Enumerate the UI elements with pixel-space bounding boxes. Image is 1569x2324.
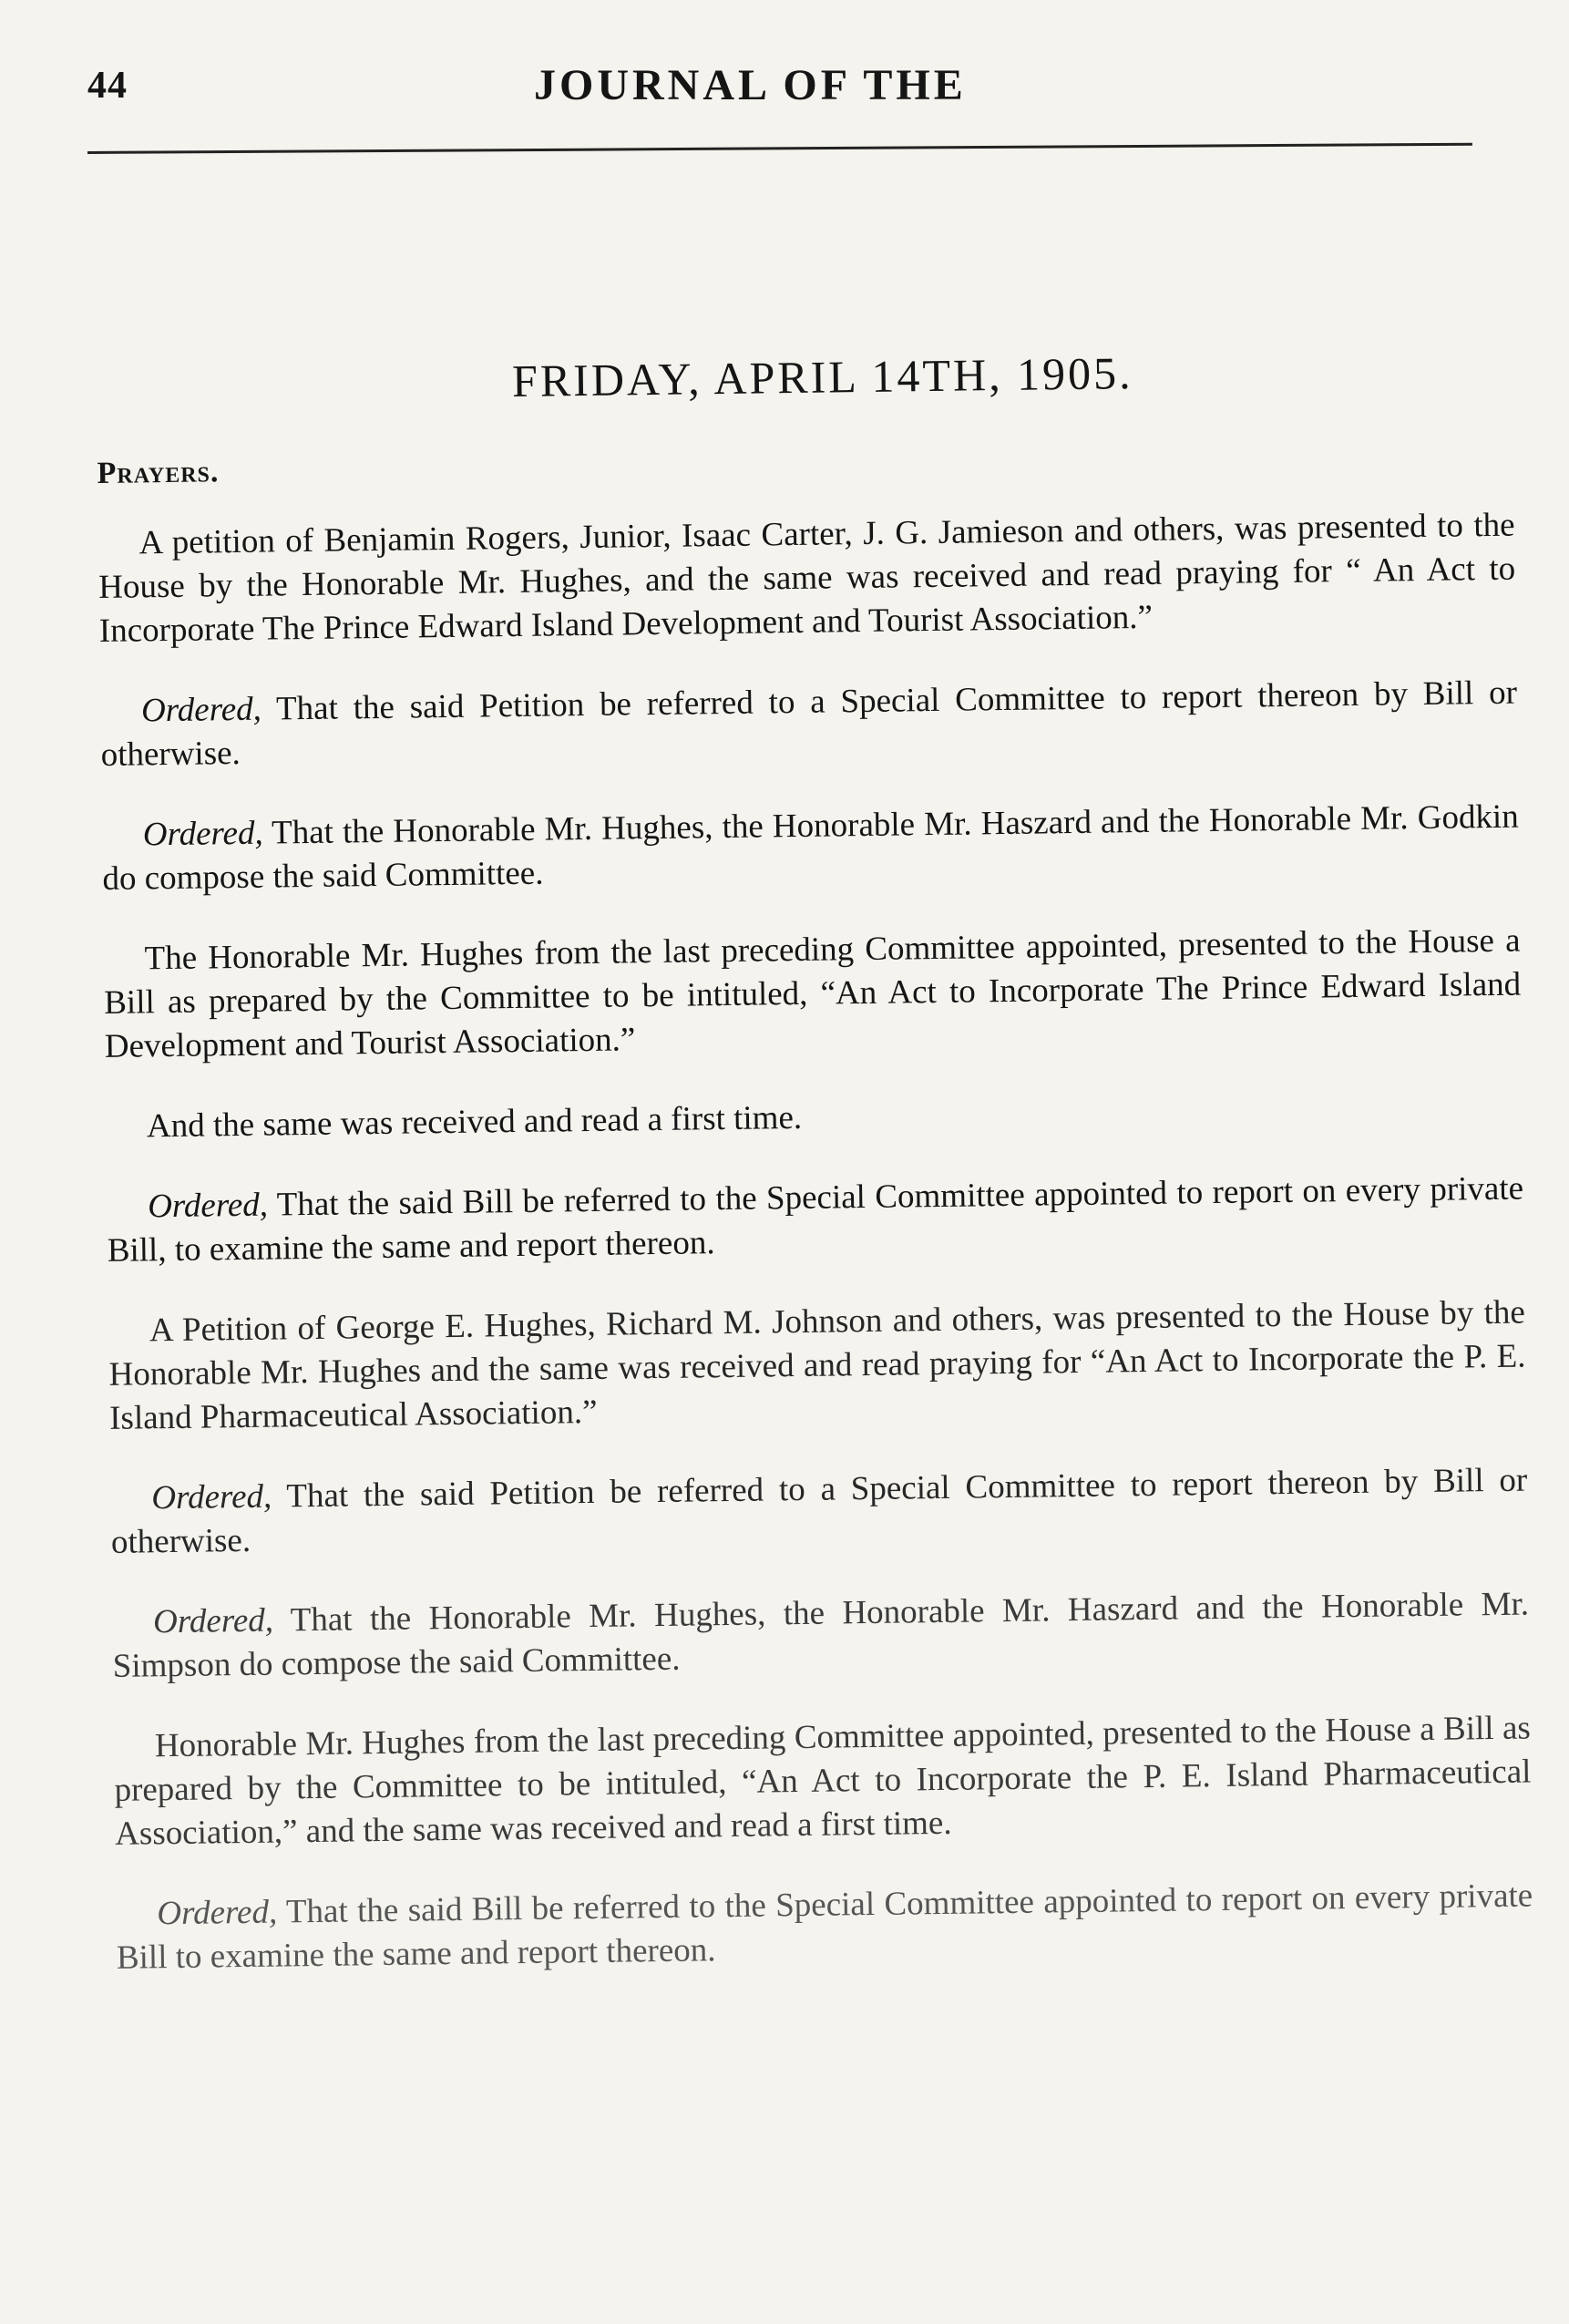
page-header [87, 55, 1482, 137]
paragraph-ordered-compose-committee [102, 796, 1520, 901]
paragraph-first-reading [106, 1087, 1523, 1149]
paragraph-ordered-private-bill-2 [116, 1875, 1533, 1980]
paragraph-text: That the said Petition be referred to a Special Committee to report thereon by Bill or otherwise. [100, 674, 1518, 774]
paragraph-text: Honorable Mr. Hughes from the last preceding Committee appointed, presented to the House a Bill as prepared by the Committee to be intituled, “An Act to Incorporate the P. E. Island Pharmaceutical Association,” and the same was received and read a first time. [114, 1709, 1532, 1853]
paragraph-lead: Ordered, [151, 1477, 272, 1517]
paragraph-text: That the said Petition be referred to a Special Committee to report thereon by Bill or otherwise. [110, 1461, 1528, 1561]
running-head: JOURNAL OF THE [534, 61, 967, 109]
paragraph-text: And the same was received and read a first time. [146, 1098, 803, 1146]
paragraph-ordered-refer-committee [100, 672, 1518, 777]
date-heading: FRIDAY, APRIL 14TH, 1905. [511, 347, 1133, 407]
paragraph-text: A Petition of George E. Hughes, Richard M. Johnson and others, was presented to the House by the Honorable Mr. Hughes and the same was received and read praying for “An Act to Incorporate the P. E. Island Pharmaceutical Association.” [108, 1293, 1526, 1437]
prayers-label: Prayers. [97, 455, 220, 490]
paragraph-petition-tourist [97, 504, 1516, 653]
paragraph-bill-presented-tourist [103, 920, 1522, 1069]
paragraph-lead: Ordered, [142, 814, 263, 854]
paragraph-petition-pharmaceutical [108, 1291, 1527, 1441]
paragraph-text: The Honorable Mr. Hughes from the last preceding Committee appointed, presented to the House a Bill as prepared by the Committee to be intituled, “An Act to Incorporate The Prince Edward Island Development and Tourist Association.” [103, 921, 1522, 1065]
paragraph-ordered-compose-committee-2 [112, 1583, 1530, 1689]
page-number: 44 [87, 65, 128, 107]
paragraph-bill-presented-pharmaceutical [114, 1707, 1533, 1856]
paragraph-text: A petition of Benjamin Rogers, Junior, Isaac Carter, J. G. Jamieson and others, was presented to the House by the Honorable Mr. Hughes, and the same was received and read praying for “ An Act to Incorporate The Prince Edward Island Development and Tourist Association.” [97, 506, 1516, 650]
paragraph-ordered-refer-committee-2 [110, 1459, 1528, 1565]
paragraph-lead: Ordered, [157, 1893, 278, 1933]
paragraph-lead: Ordered, [140, 690, 262, 730]
paragraph-ordered-private-bill [107, 1167, 1524, 1273]
paragraph-text: That the said Bill be referred to the Special Committee appointed to report on every private Bill, to examine the same and report thereon. [107, 1169, 1524, 1270]
paragraph-text: That the Honorable Mr. Hughes, the Honorable Mr. Haszard and the Honorable Mr. Simpson do compose the said Committee. [112, 1585, 1530, 1685]
paragraph-text: That the said Bill be referred to the Special Committee appointed to report on every private Bill to examine the same and report thereon. [116, 1877, 1533, 1977]
paragraph-text: That the Honorable Mr. Hughes, the Honorable Mr. Haszard and the Honorable Mr. Godkin do compose the said Committee. [102, 797, 1519, 898]
journal-entry [96, 342, 1534, 2017]
paragraph-lead: Ordered, [147, 1186, 269, 1226]
paragraph-lead: Ordered, [152, 1601, 274, 1641]
header-rule [87, 143, 1472, 154]
